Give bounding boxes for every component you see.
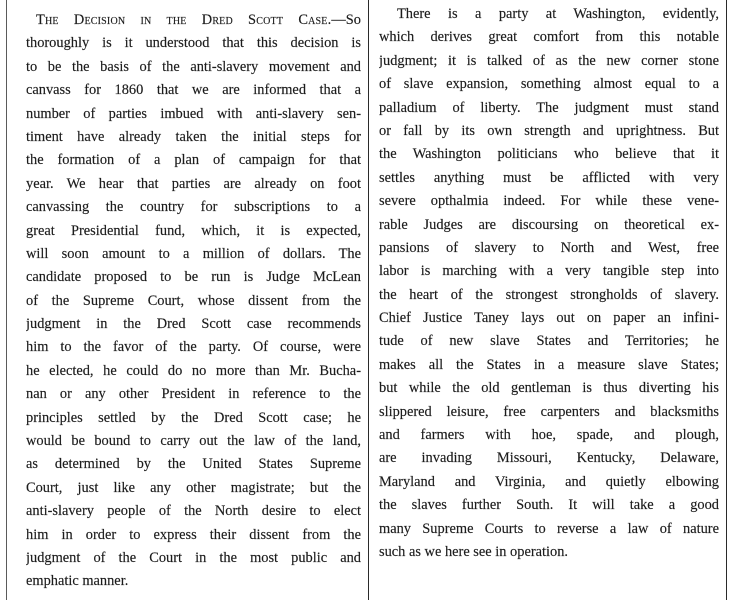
article-left-line: nan or any other President in reference to the bbox=[26, 386, 361, 403]
article-left-line: emphatic manner. bbox=[26, 573, 129, 590]
article-right-line: but while the old gentleman is thus diverting his bbox=[379, 380, 719, 397]
article-left-line: anti-slavery people of the North desire to elect bbox=[26, 503, 361, 520]
article-right-column bbox=[379, 3, 719, 564]
article-right-line: many Supreme Courts to reverse a law of nature bbox=[379, 520, 719, 537]
article-left-line: number of parties imbued with anti-slavery sen- bbox=[26, 105, 361, 122]
article-right-line: There is a party at Washington, evidently, bbox=[397, 6, 719, 22]
article-right-line: slippered leisure, free carpenters and blacksmiths bbox=[379, 403, 719, 420]
article-left-line: will soon amount to a million of dollars. The bbox=[26, 245, 361, 262]
article-left-line: thoroughly is it understood that this decision is bbox=[26, 35, 361, 52]
article-left-column bbox=[26, 9, 361, 594]
article-left-line: canvassing the country for subscriptions to a bbox=[26, 199, 361, 216]
article-right-line: the heart of the strongest strongholds of slavery. bbox=[379, 286, 719, 303]
article-left-line: him in order to express their dissent from the bbox=[26, 526, 361, 543]
article-right-line: such as we here see in operation. bbox=[379, 543, 569, 560]
article-right-line: rable Judges are discoursing on theoretical ex- bbox=[379, 216, 719, 233]
article-right-line: of slave expansion, something almost equal to a bbox=[379, 76, 719, 93]
article-left-line: judgment in the Dred Scott case recommends bbox=[26, 316, 361, 333]
article-right-line: judgment; it is talked of as the new corner stone bbox=[379, 52, 719, 69]
article-left-line: great Presidential fund, which, it is expected, bbox=[26, 222, 361, 239]
article-left-line: principles settled by the Dred Scott case; he bbox=[26, 409, 361, 426]
article-left-line: would be bound to carry out the law of the land, bbox=[26, 433, 361, 450]
article-right-line: the Washington politicians who believe that it bbox=[379, 146, 719, 163]
article-left-line: to be the basis of the anti-slavery movement and bbox=[26, 58, 361, 75]
article-left-line: he elected, he could do no more than Mr. Bucha- bbox=[26, 362, 361, 379]
article-right-line: pansions of slavery to North and West, free bbox=[379, 239, 719, 256]
article-right-line: the slaves further South. It will take a good bbox=[379, 497, 719, 514]
article-left-line: canvass for 1860 that we are informed that a bbox=[26, 82, 361, 99]
right-column-rule bbox=[726, 0, 727, 600]
column-divider-rule bbox=[368, 0, 369, 600]
article-left-line: him to the favor of the party. Of course, were bbox=[26, 339, 361, 356]
article-right-line: or fall by its own strength and uprightness. But bbox=[379, 122, 719, 139]
article-left-line-text: —So bbox=[331, 12, 361, 28]
article-right-line: are invading Missouri, Kentucky, Delaware, bbox=[379, 450, 719, 467]
article-left-line bbox=[26, 9, 361, 32]
article-right-line: Maryland and Virginia, and quietly elbowing bbox=[379, 473, 719, 490]
article-left-line: judgment of the Court in the most public and bbox=[26, 549, 361, 566]
article-right-line: settles anything must be afflicted with very bbox=[379, 169, 719, 186]
article-left-line: the formation of a plan of campaign for that bbox=[26, 152, 361, 169]
article-left-line: candidate proposed to be run is Judge McLean bbox=[26, 269, 361, 286]
article-right-line: which derives great comfort from this notable bbox=[379, 29, 719, 46]
article-right-line: Chief Justice Taney lays out on paper an infini- bbox=[379, 310, 719, 327]
article-left-line: Court, just like any other magistrate; but the bbox=[26, 479, 361, 496]
article-left-line: of the Supreme Court, whose dissent from the bbox=[26, 292, 361, 309]
article-left-line: timent have already taken the initial steps for bbox=[26, 128, 361, 145]
article-right-line: palladium of liberty. The judgment must stand bbox=[379, 99, 719, 116]
article-left-line: year. We hear that parties are already on foot bbox=[26, 175, 361, 192]
article-right-line: labor is marching with a very tangible step into bbox=[379, 263, 719, 280]
article-right-line: and farmers with hoe, spade, and plough, bbox=[379, 427, 719, 444]
article-left-line: as determined by the United States Supreme bbox=[26, 456, 361, 473]
article-right-line: severe opthalmia indeed. For while these vene- bbox=[379, 193, 719, 210]
article-right-line: tude of new slave States and Territories; he bbox=[379, 333, 719, 350]
article-headline: The Decision in the Dred Scott Case. bbox=[36, 12, 332, 28]
article-right-line: makes all the States in a measure slave States; bbox=[379, 356, 719, 373]
left-column-rule bbox=[6, 0, 7, 600]
